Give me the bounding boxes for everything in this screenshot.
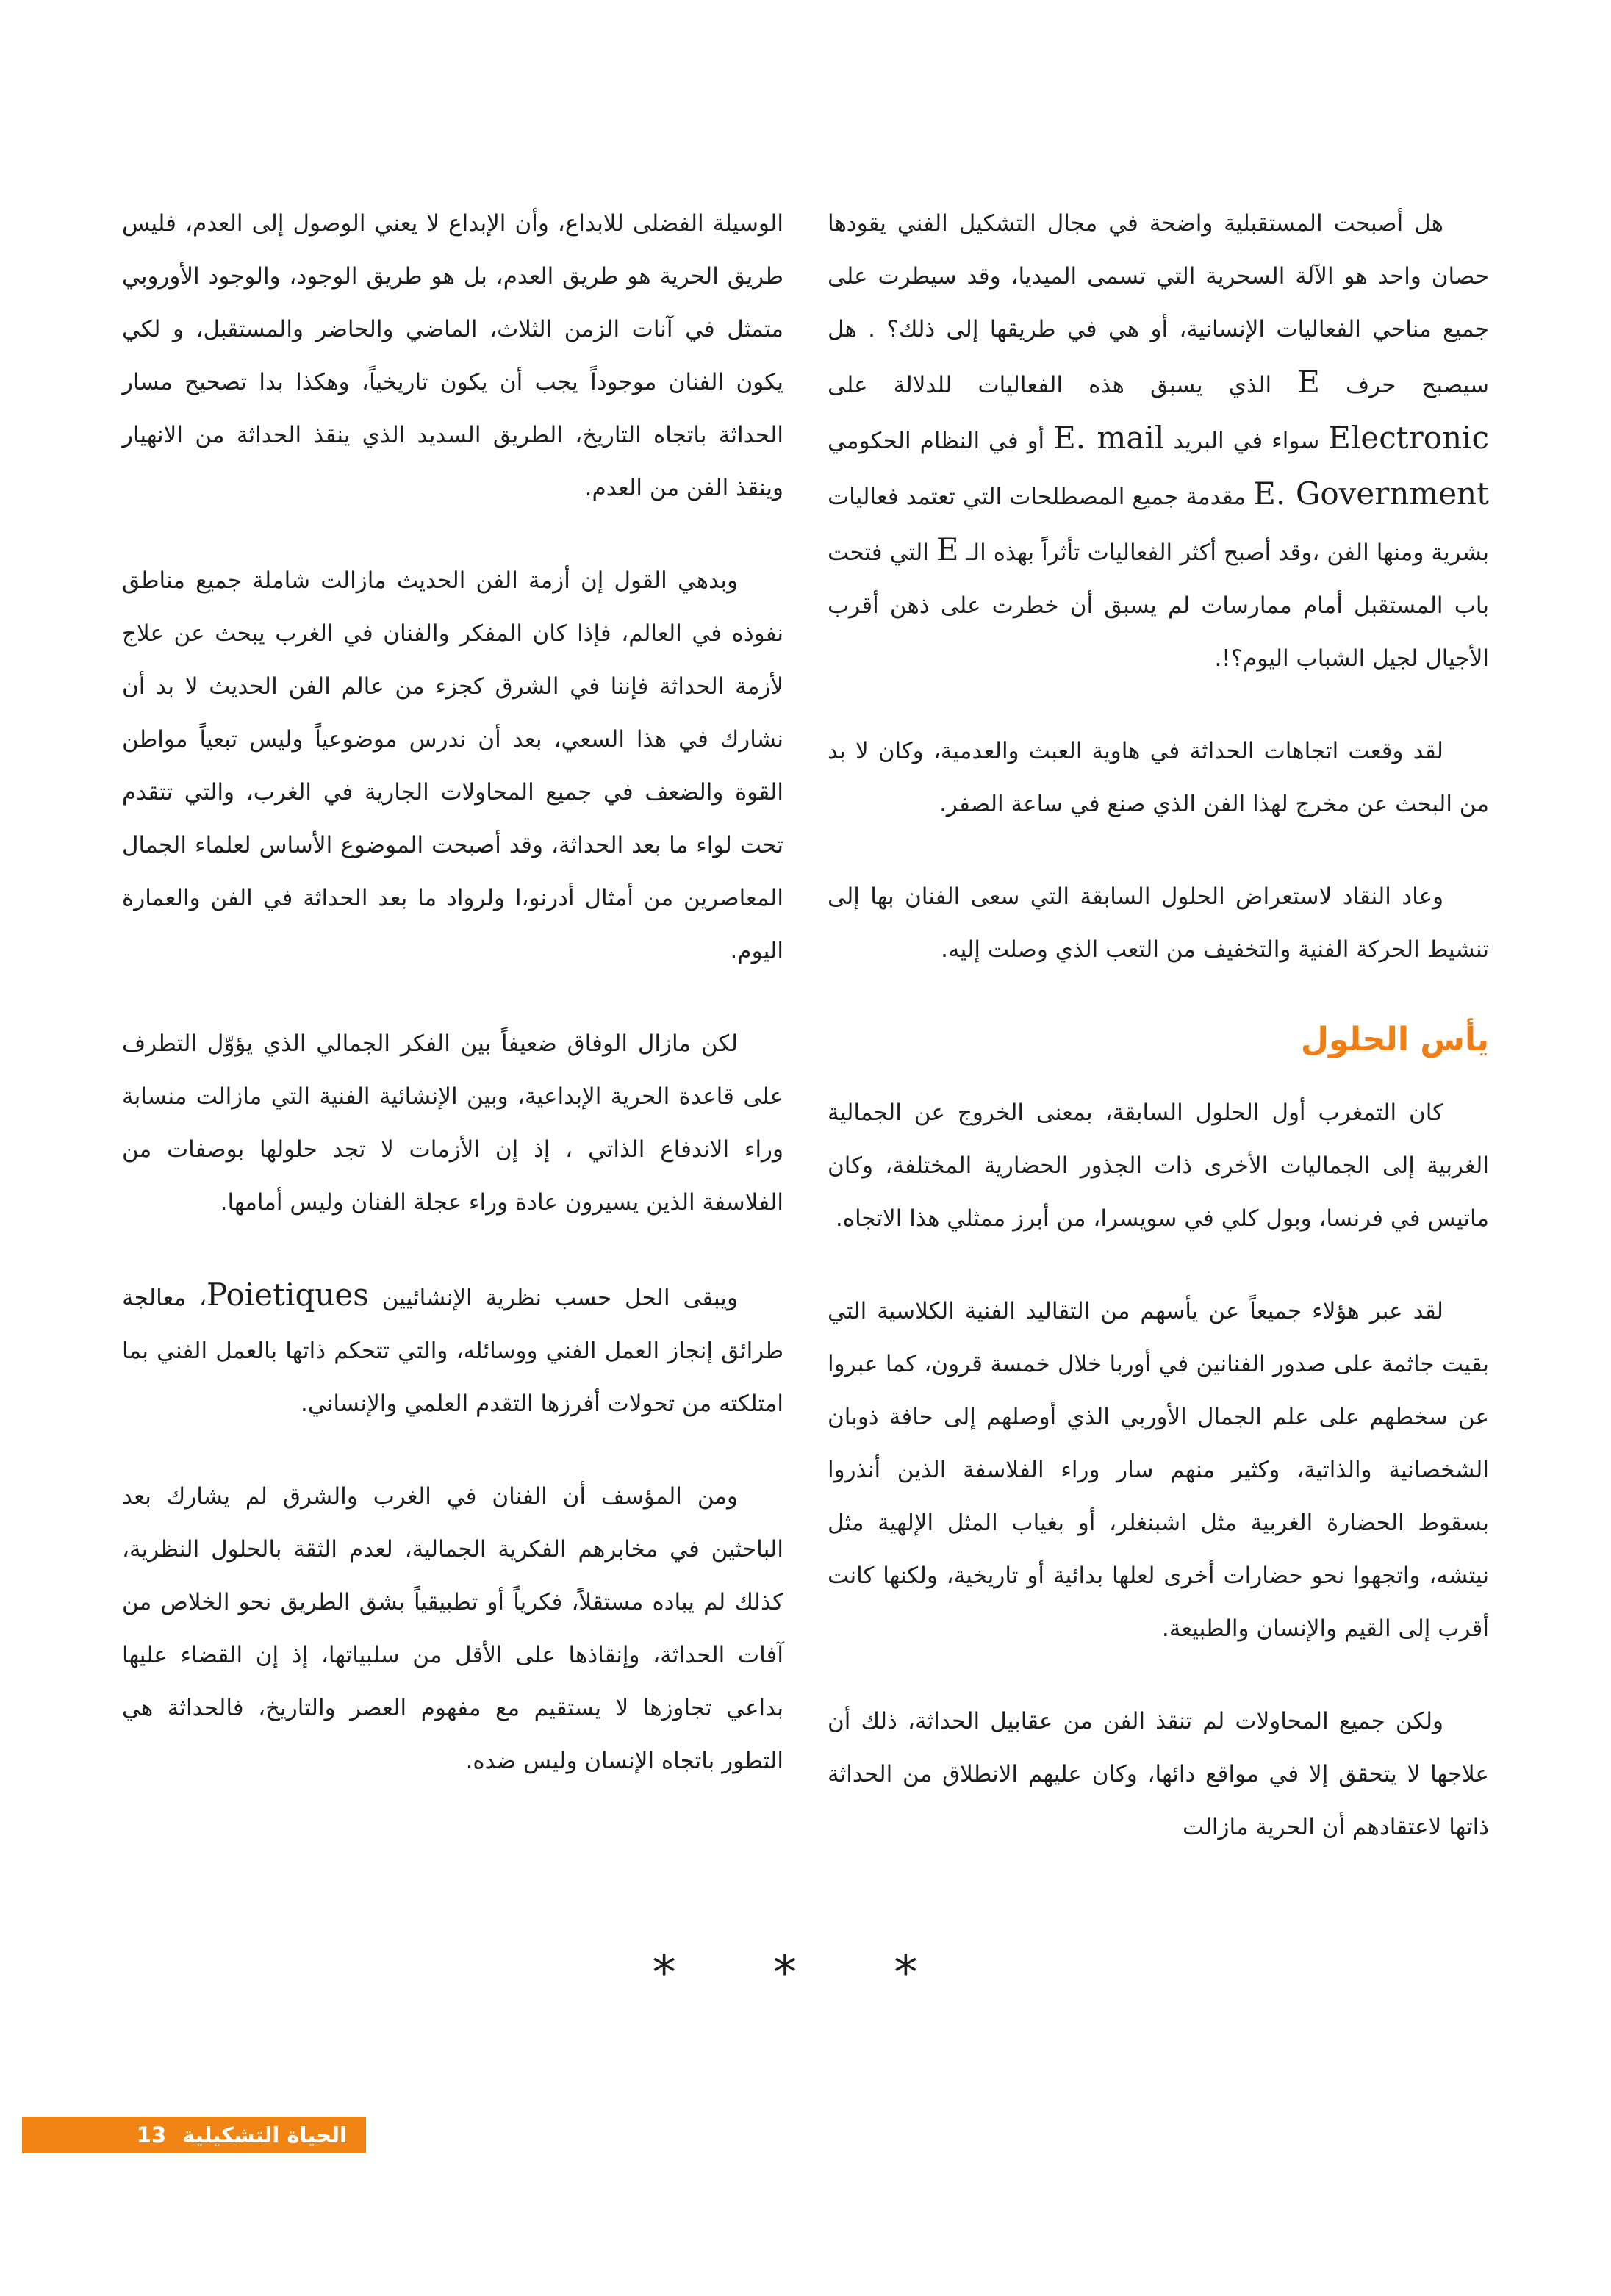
section-heading: يأس الحلول bbox=[1300, 1021, 1489, 1058]
section-separator: * * * bbox=[652, 1946, 959, 2001]
paragraph: كان التمغرب أول الحلول السابقة، بمعنى الخروج عن الجمالية الغربية إلى الجماليات الأخرى ذات الجذور الحضارية المختلفة، وكان ماتيس في فرنسا، وبول كلي في سويسرا، من أبرز ممثلي هذا الاتجاه. bbox=[828, 1099, 1489, 1232]
paragraph: لقد وقعت اتجاهات الحداثة في هاوية العبث والعدمية، وكان لا بد من البحث عن مخرج لهذا الفن الذي صنع في ساعة الصفر. bbox=[828, 738, 1489, 817]
paragraph: وبدهي القول إن أزمة الفن الحديث مازالت شاملة جميع مناطق نفوذه في العالم، فإذا كان المفكر والفنان في الغرب يبحث عن علاج لأزمة الحداثة فإننا في الشرق كجزء من عالم الفن الحديث لا بد أن نشارك في هذا السعي، بعد أن ندرس موضوعياً وليس تبعياً مواطن القوة والضعف في جميع المحاولات الجارية في الغرب، والتي تتقدم تحت لواء ما بعد الحداثة، وقد أصبحت الموضوع الأساس لعلماء الجمال المعاصرين من أمثال أدرنو،ا ولرواد ما بعد الحداثة في الفن والعمارة اليوم. bbox=[122, 567, 783, 964]
magazine-name: الحياة التشكيلية bbox=[182, 2123, 347, 2148]
latin-term: E. mail bbox=[1053, 420, 1165, 456]
paragraph: ومن المؤسف أن الفنان في الغرب والشرق لم يشارك بعد الباحثين في مخابرهم الفكرية الجمالية، لعدم الثقة بالحلول النظرية، كذلك لم يباده مستقلاً، فكرياً أو تطبيقياً بشق الطريق نحو الخلاص من آفات الحداثة، وإنقاذها على الأقل من سلبياتها، إذ إن القضاء عليها بداعي تجاوزها لا يستقيم مع مفهوم العصر والتاريخ، فالحداثة هي التطور باتجاه الإنسان وليس ضده. bbox=[122, 1483, 783, 1774]
paragraph: وعاد النقاد لاستعراض الحلول السابقة التي سعى الفنان بها إلى تنشيط الحركة الفنية والتخفيف من التعب الذي وصلت إليه. bbox=[828, 883, 1489, 963]
paragraph: ولكن جميع المحاولات لم تنقذ الفن من عقابيل الحداثة، ذلك أن علاجها لا يتحقق إلا في مواقع دائها، وكان عليهم الانطلاق من الحداثة ذاتها لاعتقادهم أن الحرية مازالت bbox=[828, 1708, 1489, 1840]
left-column bbox=[122, 197, 783, 1787]
paragraph: لكن مازال الوفاق ضعيفاً بين الفكر الجمالي الذي يؤوّل التطرف على قاعدة الحرية الإبداعية، وبين الإنشائية الفنية التي مازالت منسابة وراء الاندفاع الذاتي ، إذ إن الأزمات لا تجد حلولها بوصفات من الفلاسفة الذين يسيرون عادة وراء عجلة الفنان وليس أمامها. bbox=[122, 1030, 783, 1216]
footer-bar bbox=[22, 2117, 366, 2153]
latin-term: E bbox=[936, 531, 959, 567]
latin-term: Poietiques bbox=[207, 1277, 369, 1313]
page-number: 13 bbox=[136, 2123, 167, 2148]
latin-term: E bbox=[1297, 364, 1320, 400]
paragraph: لقد عبر هؤلاء جميعاً عن يأسهم من التقاليد الفنية الكلاسية التي بقيت جاثمة على صدور الفنانين في أوربا خلال خمسة قرون، كما عبروا عن سخطهم على علم الجمال الأوربي الذي أوصلهم إلى حافة ذوبان الشخصانية والذاتية، وكثير منهم سار وراء الفلاسفة الذين أنذروا بسقوط الحضارة الغربية مثل اشبنغلر، أو بغياب المثل الإلهية مثل نيتشه، واتجهوا نحو حضارات أخرى لعلها بدائية أو تاريخية، ولكنها كانت أقرب إلى القيم والإنسان والطبيعة. bbox=[828, 1298, 1489, 1642]
right-column bbox=[828, 197, 1489, 1854]
latin-term: Electronic bbox=[1328, 420, 1489, 456]
latin-term: E. Government bbox=[1253, 476, 1489, 512]
paragraph: هل أصبحت المستقبلية واضحة في مجال التشكيل الفني يقودها حصان واحد هو الآلة السحرية التي تسمى الميديا، وقد سيطرت على جميع مناحي الفعاليات الإنسانية، أو هي في طريقها إلى ذلك؟ . هل سيصبح حرف E الذي يسبق هذه الفعاليات للدلالة على Electronic سواء في البريد E. mail أو في النظام الحكومي E. Government مقدمة جميع المصطلحات التي تعتمد فعاليات بشرية ومنها الفن ،وقد أصبح أكثر الفعاليات تأثراً بهذه الـ E التي فتحت باب المستقبل أمام ممارسات لم يسبق أن خطرت على ذهن أقرب الأجيال لجيل الشباب اليوم؟!. bbox=[828, 210, 1489, 672]
paragraph: الوسيلة الفضلى للابداع، وأن الإبداع لا يعني الوصول إلى العدم، فليس طريق الحرية هو طريق العدم، بل هو طريق الوجود، والوجود الأوروبي متمثل في آنات الزمن الثلاث، الماضي والحاضر والمستقبل، و لكي يكون الفنان موجوداً يجب أن يكون تاريخياً، وهكذا بدا تصحيح مسار الحداثة باتجاه التاريخ، الطريق السديد الذي ينقذ الحداثة من الانهيار وينقذ الفن من العدم. bbox=[122, 210, 783, 501]
paragraph: ويبقى الحل حسب نظرية الإنشائيين Poietiques، معالجة طرائق إنجاز العمل الفني ووسائله، والتي تتحكم ذاتها بالعمل الفني بما امتلكته من تحولات أفرزها التقدم العلمي والإنساني. bbox=[122, 1277, 783, 1417]
